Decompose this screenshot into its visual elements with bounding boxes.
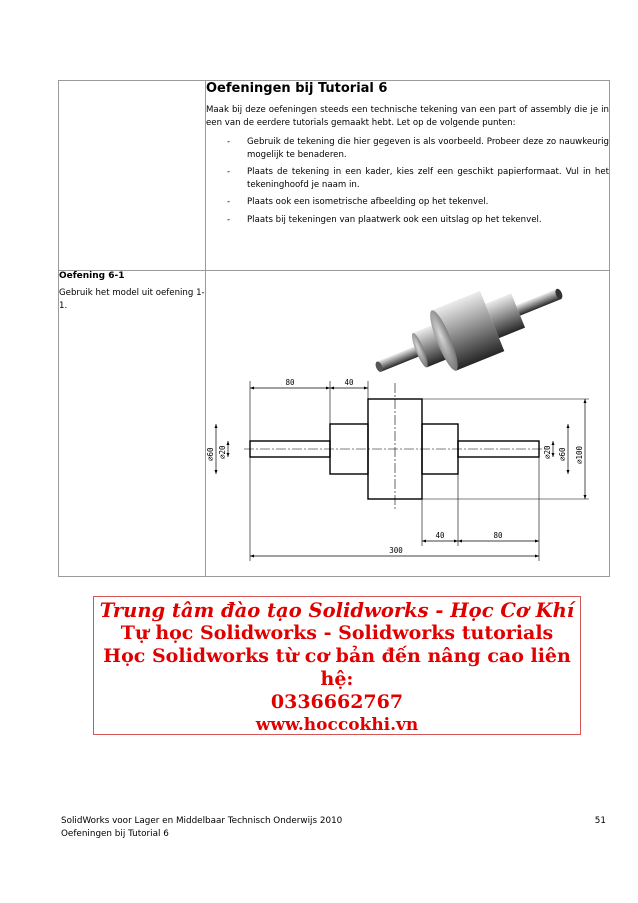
dash-bullet: -: [227, 137, 231, 147]
promo-line: Học Solidworks từ cơ bản đến nâng cao liên hệ:: [103, 645, 571, 690]
exercise-table: [58, 80, 610, 577]
dim-label-80: 80: [285, 378, 295, 387]
isometric-view: [364, 271, 574, 398]
intro-title: Oefeningen bij Tutorial 6: [206, 81, 388, 96]
page-footer: [61, 815, 606, 841]
promo-phone: 0336662767: [270, 691, 404, 713]
dash-bullet: -: [227, 167, 231, 177]
dash-bullet: -: [227, 214, 231, 225]
dim-label-80: 80: [493, 531, 503, 540]
promo-website: www.hoccokhi.vn: [255, 715, 419, 735]
promo-line: Tự học Solidworks - Solidworks tutorials: [120, 622, 554, 644]
dim-label-300: 300: [389, 546, 403, 555]
page-number: 51: [594, 816, 606, 826]
drawing-cell: [206, 271, 610, 577]
empty-header-cell: [59, 81, 206, 271]
footer-chapter: Oefeningen bij Tutorial 6: [61, 829, 169, 839]
dia-label-20: ⌀20: [543, 445, 552, 459]
dim-label-40: 40: [344, 378, 354, 387]
promo-box: [93, 596, 581, 735]
list-item: - Plaats de tekening in een kader, kies zelf een geschikt papierformaat. Vul in het tekeninghoofd je naam in.: [227, 167, 609, 190]
technical-drawing: [206, 271, 611, 576]
exercise-cell: [59, 271, 206, 577]
intro-cell: [206, 81, 610, 271]
footer-book-title: SolidWorks voor Lager en Middelbaar Technisch Onderwijs 2010: [61, 816, 343, 826]
dia-label-60: ⌀60: [558, 447, 567, 461]
promo-line: Trung tâm đào tạo Solidworks - Học Cơ Khí: [99, 599, 575, 622]
dia-label-60: ⌀60: [206, 447, 215, 461]
dash-bullet: -: [227, 197, 231, 207]
list-item: - Gebruik de tekening die hier gegeven is als voorbeeld. Probeer deze zo nauwkeurig mogelijk te benaderen.: [227, 137, 609, 160]
extension-lines: [250, 381, 589, 561]
dimension-lines: [216, 388, 585, 556]
dia-label-100: ⌀100: [575, 445, 584, 464]
list-item: - Plaats bij tekeningen van plaatwerk ook een uitslag op het tekenvel.: [227, 214, 542, 225]
intro-text: Maak bij deze oefeningen steeds een technische tekening van een part of assembly die je in een van de eerdere tutorials gemaakt hebt. Let op de volgende punten:: [206, 105, 609, 128]
dim-label-40: 40: [435, 531, 445, 540]
centerlines: [244, 383, 549, 511]
list-item: - Plaats ook een isometrische afbeelding op het tekenvel.: [227, 197, 489, 207]
dia-label-20: ⌀20: [218, 445, 227, 459]
exercise-description: Gebruik het model uit oefening 1-1.: [59, 288, 205, 311]
instruction-list: [206, 136, 609, 226]
exercise-title: Oefening 6-1: [59, 271, 125, 281]
